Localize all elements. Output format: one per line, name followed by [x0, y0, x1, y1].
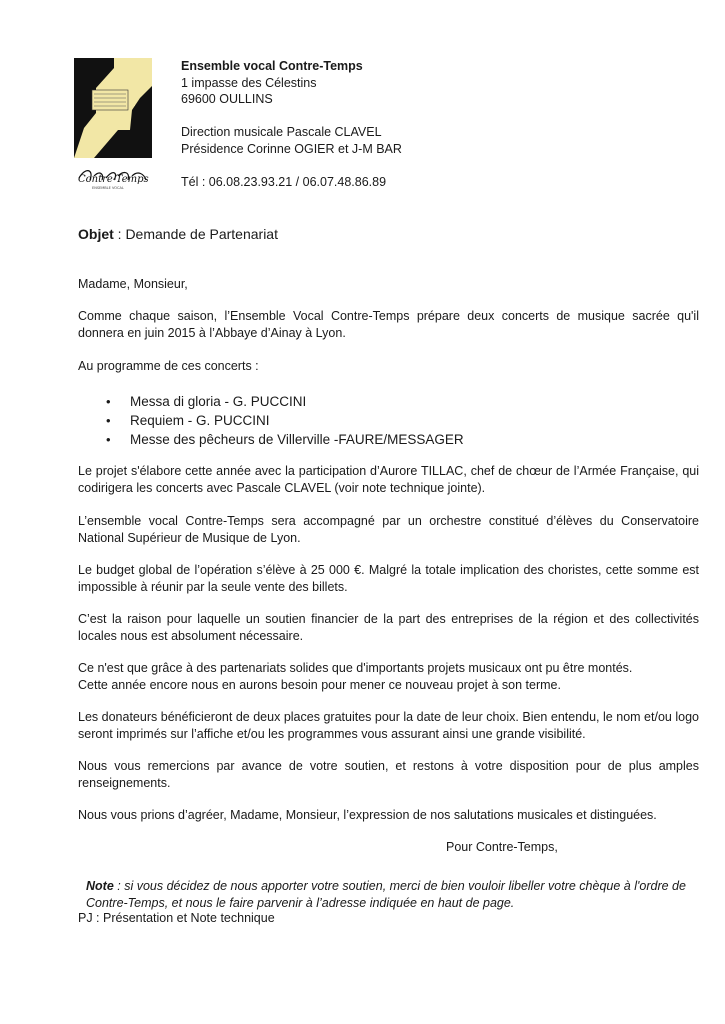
paragraph-budget	[78, 562, 699, 596]
paragraph-thanks-text: Nous vous remercions par avance de votre soutien, et restons à votre disposition pour de plus amples renseignements.	[78, 759, 699, 790]
presidence-line: Présidence Corinne OGIER et J-M BAR	[181, 141, 402, 156]
paragraph-partners	[78, 660, 699, 694]
program-item-label: Messa di gloria - G. PUCCINI	[130, 394, 307, 409]
subject-text: : Demande de Partenariat	[113, 226, 278, 242]
paragraph-support-text: C’est la raison pour laquelle un soutien financier de la part des entreprises de la région et des collectivités locales nous est absolument nécessaire.	[78, 612, 699, 643]
organization-logo	[74, 58, 152, 193]
org-name: Ensemble vocal Contre-Temps	[181, 59, 363, 73]
subject-label: Objet	[78, 226, 114, 242]
paragraph-intro	[78, 308, 699, 342]
subject-line	[78, 226, 278, 242]
paragraph-donors-text: Les donateurs bénéficieront de deux places gratuites pour la date de leur choix. Bien entendu, le nom et/ou logo seront imprimés sur l’affiche et/ou les programmes vous assurant ainsi une grande visibilité.	[78, 710, 699, 741]
note-label: Note	[86, 879, 114, 893]
logo-graphic	[74, 58, 152, 193]
program-item	[78, 430, 464, 449]
salutation	[78, 276, 699, 293]
note-block	[86, 878, 686, 912]
bullet-icon: •	[106, 394, 111, 409]
bullet-icon: •	[106, 413, 111, 428]
letterhead	[181, 58, 701, 190]
program-item	[78, 411, 464, 430]
phone-line: Tél : 06.08.23.93.21 / 06.07.48.86.89	[181, 174, 387, 189]
paragraph-orchestra	[78, 513, 699, 547]
program-list	[78, 392, 464, 449]
paragraph-orchestra-text: L’ensemble vocal Contre-Temps sera accompagné par un orchestre constitué d’élèves du Conservatoire National Supérieur de Musique de Lyon.	[78, 514, 699, 545]
program-item	[78, 392, 464, 411]
paragraph-donors	[78, 709, 699, 743]
paragraph-budget-text: Le budget global de l’opération s’élève à 25 000 €. Malgré la totale implication des choristes, cette somme est impossible à réunir par la seule vente des billets.	[78, 563, 699, 594]
header-spacer	[181, 157, 701, 174]
paragraph-support	[78, 611, 699, 645]
header-spacer	[181, 108, 701, 125]
program-item-label: Messe des pêcheurs de Villerville -FAURE/MESSAGER	[130, 432, 464, 447]
paragraph-closing	[78, 807, 699, 824]
paragraph-project	[78, 463, 699, 497]
signoff: Pour Contre-Temps,	[446, 840, 558, 854]
paragraph-program-intro	[78, 358, 699, 375]
program-item-label: Requiem - G. PUCCINI	[130, 413, 270, 428]
paragraph-intro-text: Comme chaque saison, l’Ensemble Vocal Contre-Temps prépare deux concerts de musique sacrée qu'il donnera en juin 2015 à l’Abbaye d’Ainay à Lyon.	[78, 309, 699, 340]
direction-line: Direction musicale Pascale CLAVEL	[181, 125, 382, 139]
paragraph-partners-line-2: Cette année encore nous en aurons besoin pour mener ce nouveau projet à son terme.	[78, 678, 561, 692]
paragraph-project-text: Le projet s'élabore cette année avec la participation d’Aurore TILLAC, chef de chœur de l’Armée Française, qui codirigera les concerts avec Pascale CLAVEL (voir note technique jointe).	[78, 464, 699, 495]
paragraph-partners-line-1: Ce n'est que grâce à des partenariats solides que d'importants projets musicaux ont pu être montés.	[78, 661, 633, 675]
note-text: : si vous décidez de nous apporter votre soutien, merci de bien vouloir libeller votre chèque à l'ordre de Contre-Temps, et nous le faire parvenir à l’adresse indiquée en haut de page.	[86, 879, 686, 910]
address-line-1: 1 impasse des Célestins	[181, 75, 317, 90]
logo-caption-text: ENSEMBLE VOCAL	[92, 186, 124, 190]
paragraph-thanks	[78, 758, 699, 792]
bullet-icon: •	[106, 432, 111, 447]
attachments-line: PJ : Présentation et Note technique	[78, 911, 275, 925]
salutation-text: Madame, Monsieur,	[78, 277, 188, 291]
paragraph-program-intro-text: Au programme de ces concerts :	[78, 359, 259, 373]
address-line-2: 69600 OULLINS	[181, 92, 273, 106]
paragraph-closing-text: Nous vous prions d’agréer, Madame, Monsieur, l’expression de nos salutations musicales et distinguées.	[78, 808, 657, 822]
logo-script-text: Contre-Temps	[78, 174, 149, 185]
